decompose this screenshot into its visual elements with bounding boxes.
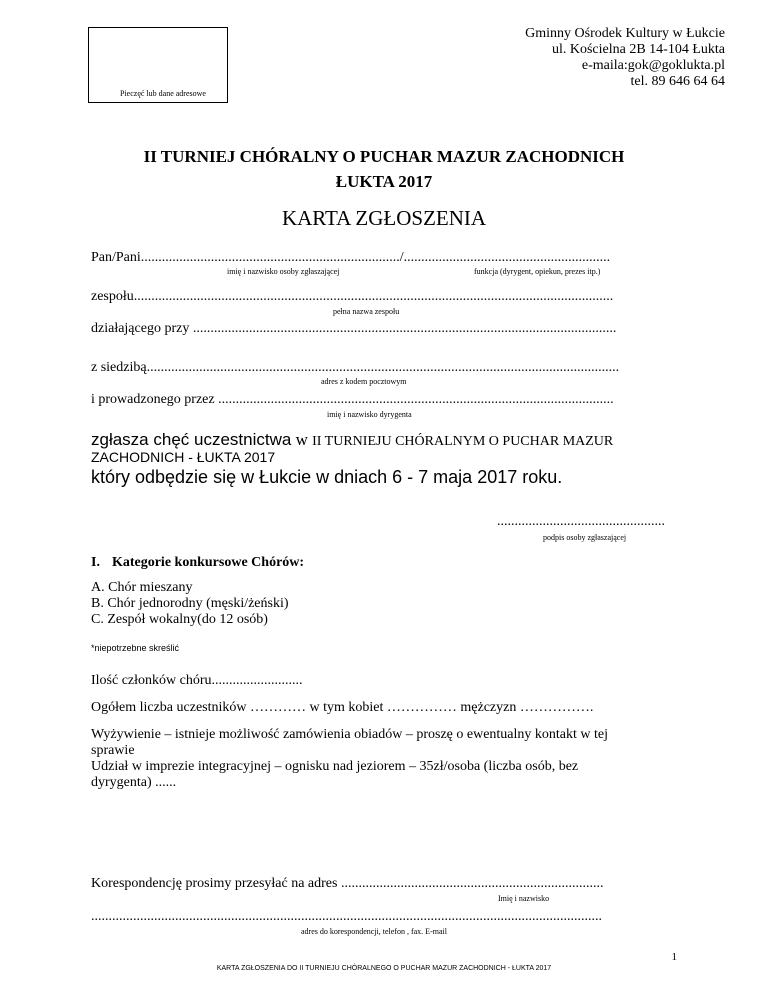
signature-line[interactable]: ................................................ — [497, 514, 665, 529]
field-correspondence[interactable]: Korespondencję prosimy przesyłać na adres ........................................................................... — [91, 876, 604, 891]
category-list — [91, 580, 289, 628]
stamp-caption: Pieczęć lub dane adresowe — [120, 89, 206, 98]
info-line: Wyżywienie – istnieje możliwość zamówienia obiadów – proszę o ewentualny kontakt w tej — [91, 727, 609, 742]
declaration-date: który odbędzie się w Łukcie w dniach 6 - 7 maja 2017 roku. — [91, 467, 563, 487]
field-correspondence-address[interactable]: .................................................................................................................................................. — [91, 909, 602, 924]
footer-text: KARTA ZGŁOSZENIA DO II TURNIEJU CHÓRALNEGO O PUCHAR MAZUR ZACHODNICH - ŁUKTA 2017 — [216, 965, 552, 972]
caption-recipient: Imię i nazwisko — [498, 894, 550, 903]
caption-ensemble: pełna nazwa zespołu — [333, 307, 400, 316]
declaration-lead: zgłasza chęć uczestnictwa — [91, 430, 292, 449]
field-siedziba[interactable]: z siedzibą....................................................................................................................................... — [91, 360, 620, 375]
section-heading — [91, 555, 304, 571]
section-title: Kategorie konkursowe Chórów: — [111, 555, 305, 570]
category-item[interactable]: C. Zespół wokalny(do 12 osób) — [91, 612, 268, 627]
org-line: tel. 89 646 64 64 — [630, 74, 725, 89]
org-line: ul. Kościelna 2B 14-104 Łukta — [551, 42, 725, 57]
field-members[interactable]: Ilość członków chóru.......................... — [91, 673, 303, 688]
caption-name: imię i nazwisko osoby zgłaszającej — [227, 267, 340, 276]
organization-address — [525, 26, 725, 90]
field-prowadzonego[interactable]: i prowadzonego przez ................................................................................................................. — [91, 392, 614, 407]
info-line: sprawie — [91, 743, 135, 758]
signature-caption: podpis osoby zgłaszającej — [543, 533, 627, 542]
form-heading: KARTA ZGŁOSZENIA — [281, 206, 487, 230]
caption-function: funkcja (dyrygent, opiekun, prezes itp.) — [474, 267, 601, 276]
org-line: Gminny Ośrodek Kultury w Łukcie — [525, 26, 725, 41]
field-participants[interactable]: Ogółem liczba uczestników ………… w tym kobiet …………… mężczyzn ……………. — [91, 700, 594, 715]
category-item[interactable]: B. Chór jednorodny (męski/żeński) — [91, 596, 289, 611]
declaration-event: II TURNIEJU CHÓRALNYM O PUCHAR MAZUR — [312, 434, 614, 449]
declaration-event-cont: ZACHODNICH - ŁUKTA 2017 — [91, 449, 276, 465]
declaration-line — [91, 430, 613, 450]
strike-note: *niepotrzebne skreślić — [91, 643, 180, 653]
event-title: II TURNIEJ CHÓRALNY O PUCHAR MAZUR ZACHODNICH — [143, 147, 625, 166]
category-item[interactable]: A. Chór mieszany — [91, 580, 193, 595]
caption-conductor: imię i nazwisko dyrygenta — [327, 410, 412, 419]
declaration-w: w — [291, 430, 313, 449]
field-zespol[interactable]: zespołu......................................................................................................................................... — [91, 289, 614, 304]
caption-contact: adres do korespondencji, telefon , fax. E-mail — [301, 927, 447, 936]
field-dzialajacego[interactable]: działającego przy ......................................................................................................................... — [91, 321, 617, 336]
caption-address: adres z kodem pocztowym — [321, 377, 407, 386]
page-number: 1 — [671, 951, 677, 963]
info-line: dyrygenta) ...... — [91, 775, 177, 790]
field-pan-pani[interactable]: Pan/Pani........................................................................../........................................................... — [91, 250, 611, 265]
org-line: e-maila:gok@goklukta.pl — [581, 58, 725, 73]
info-line: Udział w imprezie integracyjnej – ognisku nad jeziorem – 35zł/osoba (liczba osób, bez — [91, 759, 579, 774]
section-number: I. — [91, 555, 100, 570]
event-subtitle: ŁUKTA 2017 — [335, 172, 433, 191]
